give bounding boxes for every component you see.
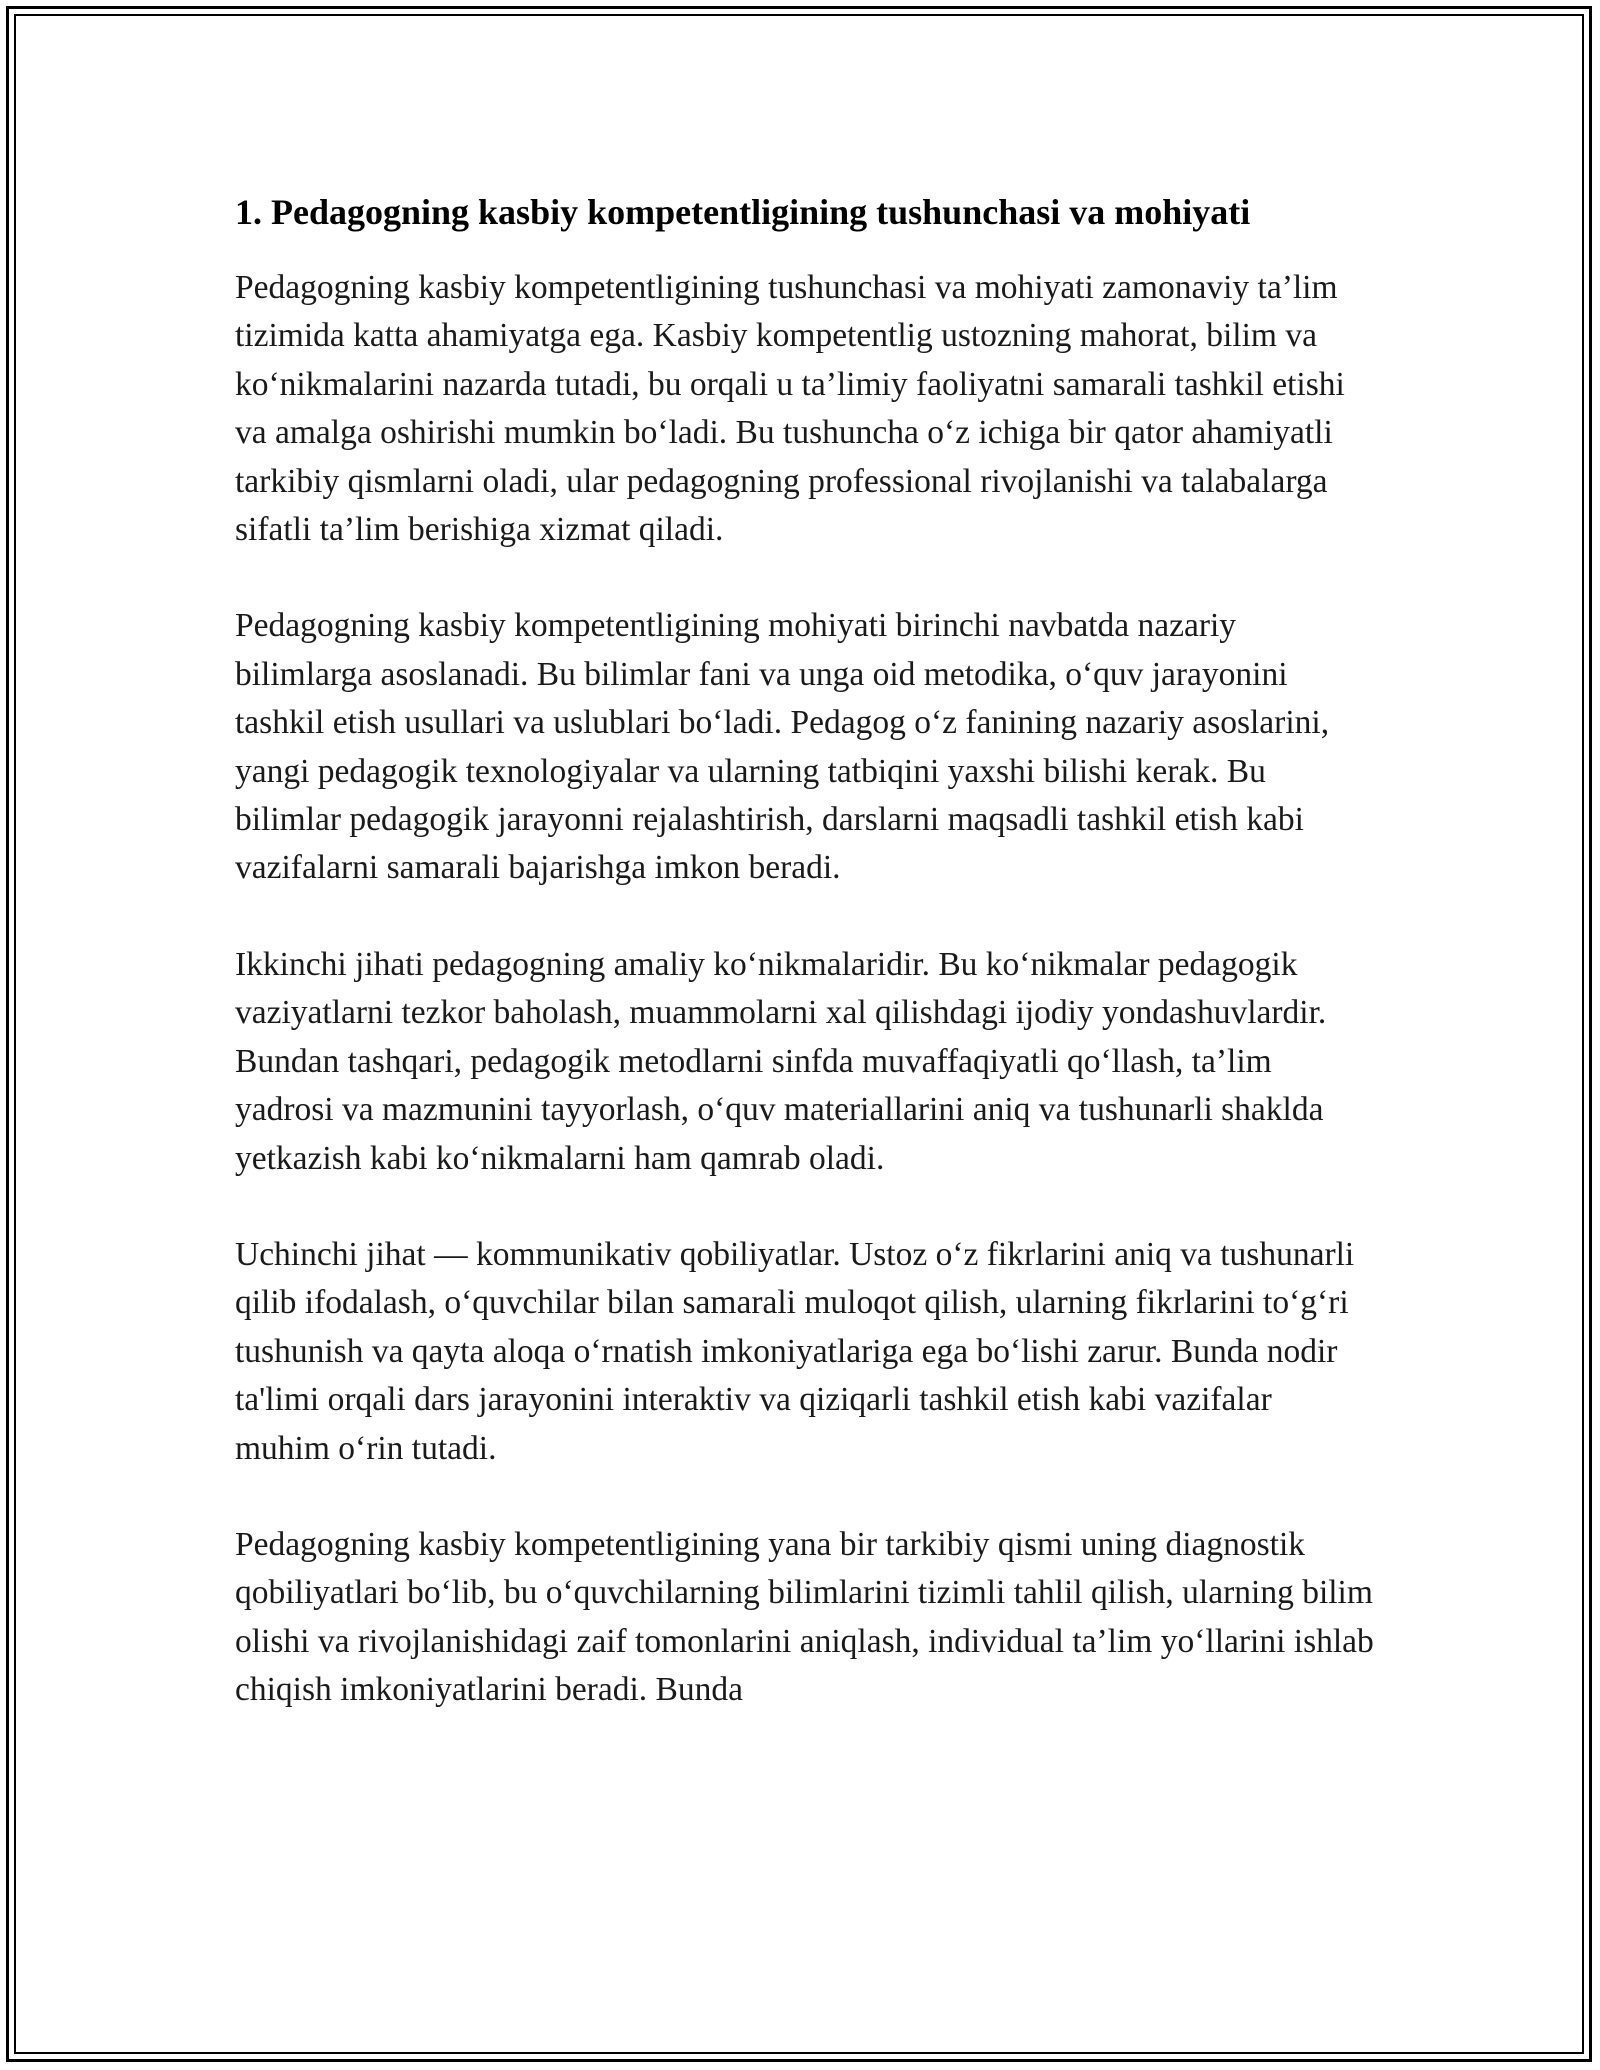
section-heading: 1. Pedagogning kasbiy kompetentligining tushunchasi va mohiyati (235, 192, 1251, 232)
paragraph-2: Pedagogning kasbiy kompetentligining mohiyati birinchi navbatda nazariy bilimlarga asoslanadi. Bu bilimlar fani va unga oid metodika, o‘quv jarayonini tashkil etish usullari va uslublari bo‘ladi. Pedagog o‘z fanining nazariy asoslarini, yangi pedagogik texnologiyalar va ularning tatbiqini yaxshi bilishi kerak. Bu bilimlar pedagogik jarayonni rejalashtirish, darslarni maqsadli tashkil etish kabi vazifalarni samarali bajarishga imkon beradi. (235, 607, 1330, 887)
paragraph-4: Uchinchi jihat — kommunikativ qobiliyatlar. Ustoz o‘z fikrlarini aniq va tushunarli qilib ifodalash, o‘quvchilar bilan samarali muloqot qilish, ularning fikrlarini to‘g‘ri tushunish va qayta aloqa o‘rnatish imkoniyatlariga ega bo‘lishi zarur. Bunda nodir ta'limi orqali dars jarayonini interaktiv va qiziqarli tashkil etish kabi vazifalar muhim o‘rin tutadi. (235, 1235, 1355, 1467)
paragraph-3: Ikkinchi jihati pedagogning amaliy ko‘nikmalaridir. Bu ko‘nikmalar pedagogik vaziyatlarni tezkor baholash, muammolarni xal qilishdagi ijodiy yondashuvlardir. Bundan tashqari, pedagogik metodlarni sinfda muvaffaqiyatli qo‘llash, ta’lim yadrosi va mazmunini tayyorlash, o‘quv materiallarini aniq va tushunarli shakldа yetkazish kabi ko‘nikmalarni ham qamrab oladi. (235, 945, 1327, 1177)
paragraph-5: Pedagogning kasbiy kompetentligining yana bir tarkibiy qismi uning diagnostik qobiliyatlari bo‘lib, bu o‘quvchilarning bilimlarini tizimli tahlil qilish, ularning bilim olishi va rivojlanishidagi zaif tomonlarini aniqlash, individual ta’lim yo‘llarini ishlab chiqish imkoniyatlarini beradi. Bunda (235, 1525, 1374, 1709)
paragraph-1: Pedagogning kasbiy kompetentligining tushunchasi va mohiyati zamonaviy ta’lim tizimida katta ahamiyatga ega. Kasbiy kompetentlig ustozning mahorat, bilim va ko‘nikmalarini nazarda tutadi, bu orqali u ta’limiy faoliyatni samarali tashkil etishi va amalga oshirishi mumkin bo‘ladi. Bu tushuncha o‘z ichiga bir qator ahamiyatli tarkibiy qismlarni oladi, ular pedagogning professional rivojlanishi va talabalarga sifatli ta’lim berishiga xizmat qiladi. (235, 269, 1345, 549)
document-body (235, 185, 1375, 1763)
